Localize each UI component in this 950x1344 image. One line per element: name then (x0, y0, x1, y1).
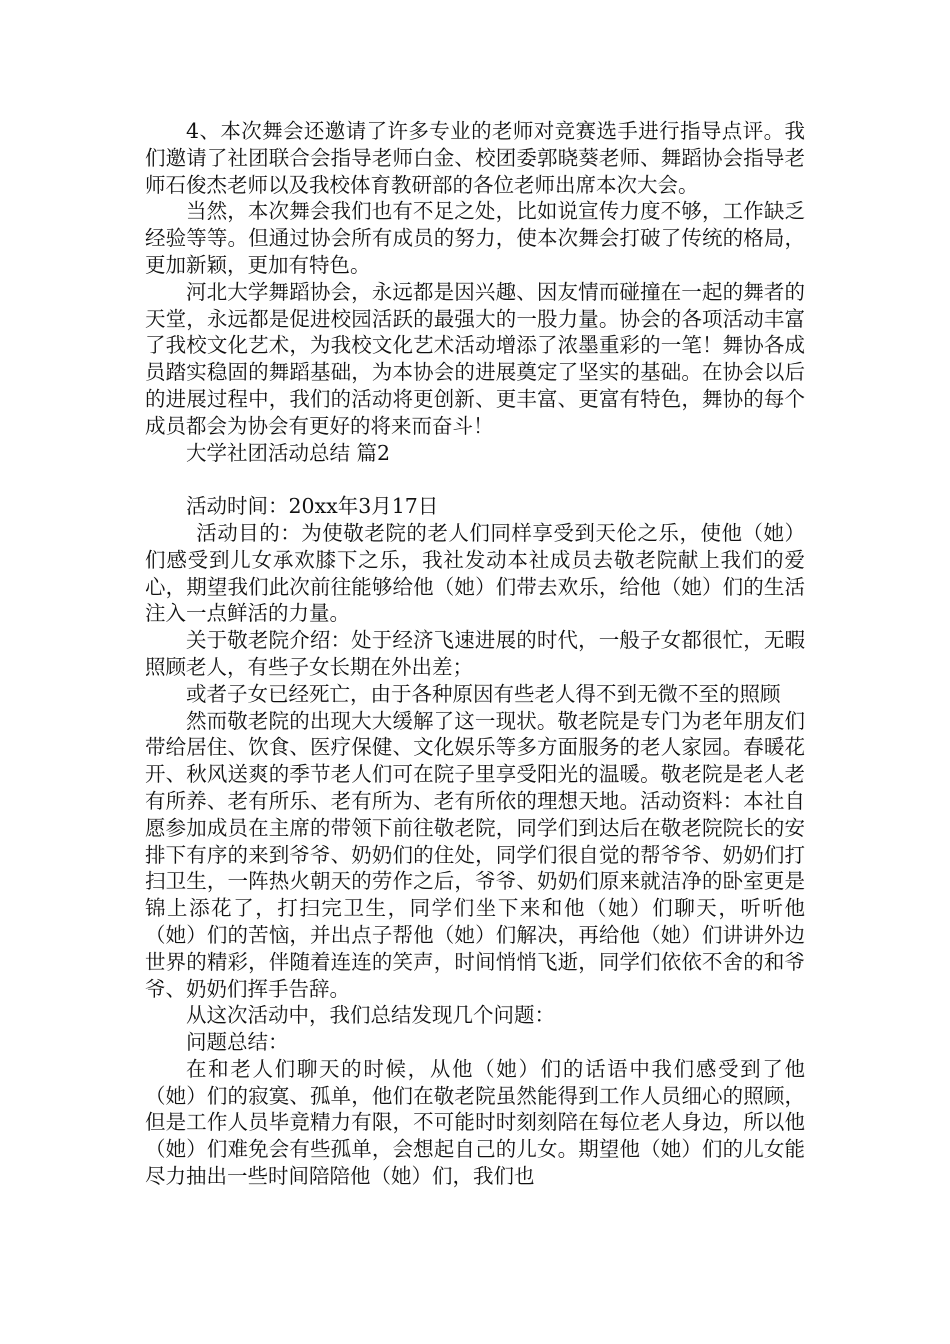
section-heading: 大学社团活动总结 篇2 (186, 440, 391, 465)
paragraph-nursing-home-intro: 关于敬老院介绍：处于经济飞速进展的时代，一般子女都很忙，无暇照顾老人，有些子女长期在外出差； (145, 628, 805, 679)
paragraph-dance-association: 河北大学舞蹈协会，永远都是因兴趣、因友情而碰撞在一起的舞者的天堂，永远都是促进校园活跃的最强大的一股力量。协会的各项活动丰富了我校文化艺术，为我校文化艺术活动增添了浓墨重彩的一笔！舞协各成员踏实稳固的舞蹈基础，为本协会的进展奠定了坚实的基础。在协会以后的进展过程中，我们的活动将更创新、更丰富、更富有特色，舞协的每个成员都会为协会有更好的将来而奋斗！ (145, 279, 805, 438)
document-page (145, 118, 805, 1190)
paragraph-problems-found: 从这次活动中，我们总结发现几个问题： (186, 1003, 555, 1028)
paragraph-problem-summary: 在和老人们聊天的时候，从他（她）们的话语中我们感受到了他（她）们的寂寞、孤单，他们在敬老院虽然能得到工作人员细心的照顾，但是工作人员毕竟精力有限，不可能时时刻刻陪在每位老人身边，所以他（她）们难免会有些孤单，会想起自己的儿女。期望他（她）们的儿女能尽力抽出一些时间陪陪他（她）们，我们也 (145, 1056, 805, 1189)
paragraph-activity-purpose: 活动目的：为使敬老院的老人们同样享受到天伦之乐，使他（她）们感受到儿女承欢膝下之乐，我社发动本社成员去敬老院献上我们的爱心，期望我们此次前往能够给他（她）们带去欢乐，给他（她）们的生活注入一点鲜活的力量。 (145, 520, 805, 626)
paragraph-activity-content: 然而敬老院的出现大大缓解了这一现状。敬老院是专门为老年朋友们带给居住、饮食、医疗保健、文化娱乐等多方面服务的老人家园。春暖花开、秋风送爽的季节老人们可在院子里享受阳光的温暖。敬老院是老人老有所养、老有所乐、老有所为、老有所依的理想天地。活动资料：本社自愿参加成员在主席的带领下前往敬老院，同学们到达后在敬老院院长的安排下有序的来到爷爷、奶奶们的住处，同学们很自觉的帮爷爷、奶奶们打扫卫生，一阵热火朝天的劳作之后，爷爷、奶奶们原来就洁净的卧室更是锦上添花了，打扫完卫生，同学们坐下来和他（她）们聊天，听听他（她）们的苦恼，并出点子帮他（她）们解决，再给他（她）们讲讲外边世界的精彩，伴随着连连的笑声，时间悄悄飞逝，同学们依依不舍的和爷爷、奶奶们挥手告辞。 (145, 708, 805, 1001)
blank-line (145, 466, 805, 493)
paragraph-invited-teachers: 4、本次舞会还邀请了许多专业的老师对竞赛选手进行指导点评。我们邀请了社团联合会指导老师白金、校团委郭晓葵老师、舞蹈协会指导老师石俊杰老师以及我校体育教研部的各位老师出席本次大会。 (145, 119, 805, 197)
paragraph-children-deceased: 或者子女已经死亡，由于各种原因有些老人得不到无微不至的照顾 (186, 681, 781, 706)
paragraph-shortcomings: 当然，本次舞会我们也有不足之处，比如说宣传力度不够，工作缺乏经验等等。但通过协会所有成员的努力，使本次舞会打破了传统的格局，更加新颖，更加有特色。 (145, 199, 805, 277)
paragraph-problem-summary-label: 问题总结： (186, 1030, 289, 1055)
paragraph-activity-time: 活动时间：20xx年3月17日 (186, 494, 439, 519)
